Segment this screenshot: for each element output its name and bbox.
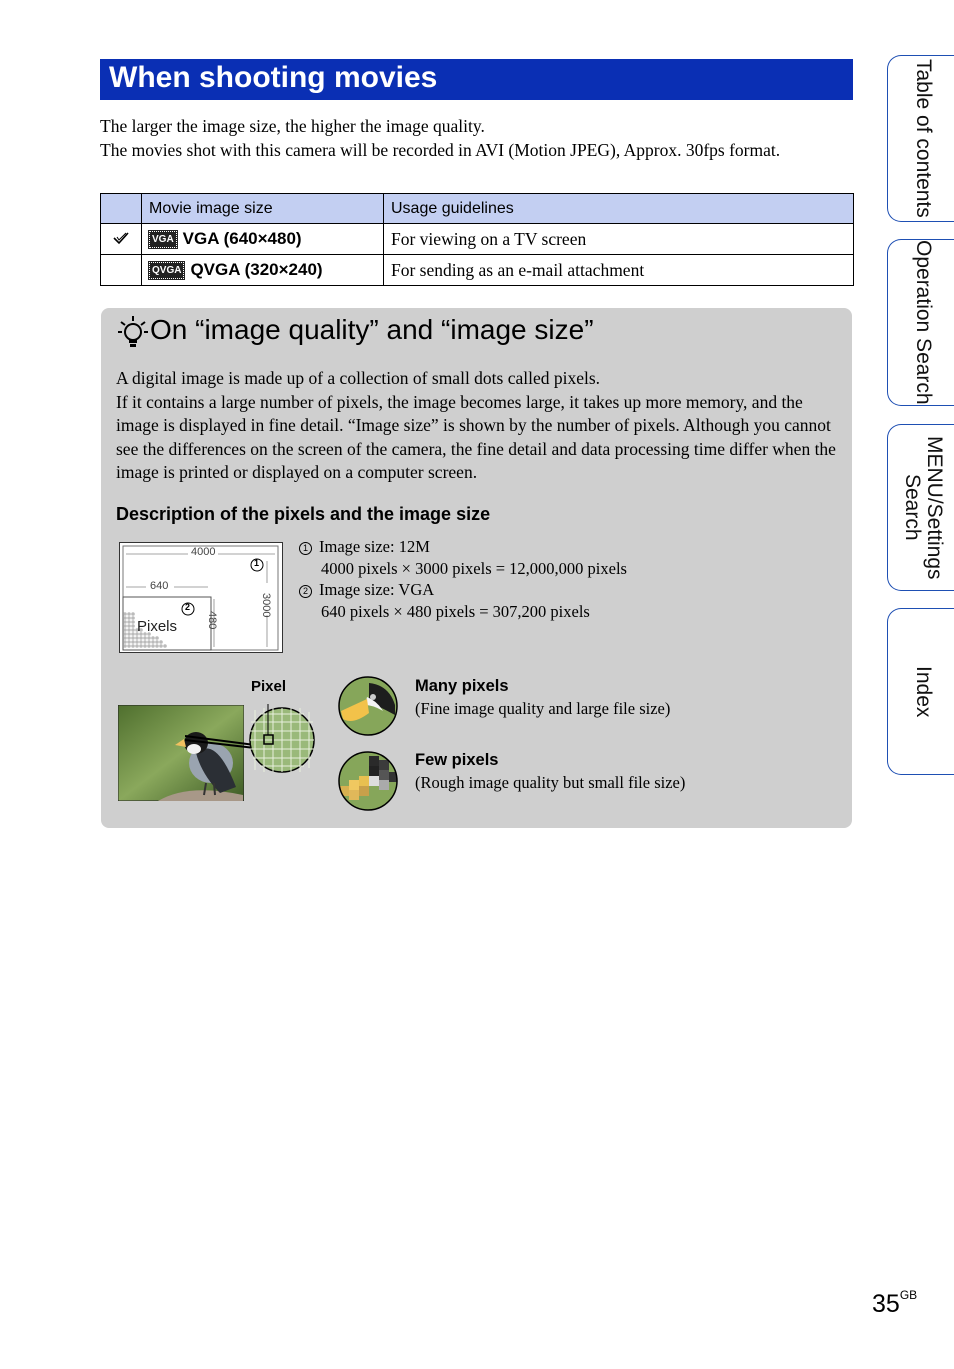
table-header-size: Movie image size bbox=[142, 194, 384, 224]
tab-label: Table of contents bbox=[912, 59, 935, 218]
qvga-mode-icon: QVGA bbox=[149, 262, 184, 279]
legend-line: 640 pixels × 480 pixels = 307,200 pixels bbox=[321, 601, 590, 621]
pixels-subheading: Description of the pixels and the image size bbox=[116, 504, 491, 524]
legend-line: Image size: 12M bbox=[319, 537, 430, 556]
intro-line: The larger the image size, the higher the image quality. bbox=[100, 116, 485, 136]
many-pixels-desc: (Fine image quality and large file size) bbox=[415, 699, 671, 718]
few-pixels-title: Few pixels bbox=[415, 751, 499, 769]
tab-index[interactable] bbox=[887, 608, 954, 775]
width-vga-label: 640 bbox=[150, 580, 169, 592]
size-label: QVGA (320×240) bbox=[190, 260, 323, 279]
size-legend bbox=[299, 536, 627, 622]
tab-table-of-contents[interactable] bbox=[887, 55, 954, 222]
table-header-row bbox=[101, 194, 854, 224]
table-cell-usage: For viewing on a TV screen bbox=[384, 224, 854, 255]
tab-label: MENU/Settings Search bbox=[901, 435, 946, 580]
legend-item bbox=[299, 536, 627, 558]
hint-paragraph: If it contains a large number of pixels, the image becomes large, it takes up more memory, and the image is displayed in fine detail. “Image size” is shown by the number of pixels. Although you cannot see the differences on the screen of the camera, the fine detail and data processing time differ when the image is printed or displayed on a computer screen. bbox=[116, 391, 836, 482]
intro-line: The movies shot with this camera will be recorded in AVI (Motion JPEG), Approx. 30fps format. bbox=[100, 139, 781, 160]
marker-2: 2 bbox=[299, 585, 312, 598]
table-row bbox=[101, 255, 854, 286]
tab-label: Index bbox=[912, 665, 935, 718]
section-title: When shooting movies bbox=[109, 61, 438, 94]
page-number bbox=[872, 1290, 917, 1319]
tab-menu-settings-search[interactable] bbox=[887, 424, 954, 591]
pixel-label: Pixel bbox=[251, 678, 287, 695]
default-check-icon bbox=[101, 224, 142, 255]
table-cell-size bbox=[142, 255, 384, 286]
table-cell-size bbox=[142, 224, 384, 255]
hint-paragraph: A digital image is made up of a collection of small dots called pixels. bbox=[116, 368, 601, 388]
pixel-callout bbox=[185, 700, 320, 780]
marker-2: 2 bbox=[185, 602, 191, 612]
height-vga-label: 480 bbox=[206, 611, 218, 630]
legend-line: 4000 pixels × 3000 pixels = 12,000,000 pixels bbox=[321, 558, 627, 578]
pixels-label: Pixels bbox=[137, 618, 178, 635]
many-pixels-title: Many pixels bbox=[415, 677, 509, 695]
tab-label: Operation Search bbox=[912, 240, 935, 405]
height-12m-label: 3000 bbox=[260, 593, 272, 618]
hint-title: On “image quality” and “image size” bbox=[150, 314, 594, 345]
size-label: VGA (640×480) bbox=[182, 229, 302, 248]
marker-1: 1 bbox=[254, 558, 260, 568]
section-title-bar bbox=[100, 59, 853, 100]
few-pixels-desc: (Rough image quality but small file size) bbox=[415, 773, 686, 792]
page-number-suffix: GB bbox=[899, 1288, 918, 1302]
table-header-check bbox=[101, 194, 142, 224]
marker-1: 1 bbox=[299, 542, 312, 555]
vga-mode-icon: VGA bbox=[149, 231, 177, 248]
tab-operation-search[interactable] bbox=[887, 239, 954, 406]
table-row bbox=[101, 224, 854, 255]
few-pixels-image bbox=[337, 750, 399, 812]
legend-item bbox=[299, 579, 627, 601]
image-size-diagram bbox=[119, 542, 283, 653]
width-12m-label: 4000 bbox=[191, 546, 216, 558]
table-cell-usage: For sending as an e-mail attachment bbox=[384, 255, 854, 286]
many-pixels-image bbox=[337, 675, 399, 737]
table-header-usage: Usage guidelines bbox=[384, 194, 854, 224]
legend-line: Image size: VGA bbox=[319, 580, 435, 599]
lightbulb-icon bbox=[117, 314, 149, 350]
table-cell-check bbox=[101, 255, 142, 286]
movie-size-table bbox=[100, 193, 854, 286]
intro-text bbox=[100, 115, 840, 162]
page-number-value: 35 bbox=[872, 1290, 900, 1318]
hint-body bbox=[116, 367, 841, 485]
